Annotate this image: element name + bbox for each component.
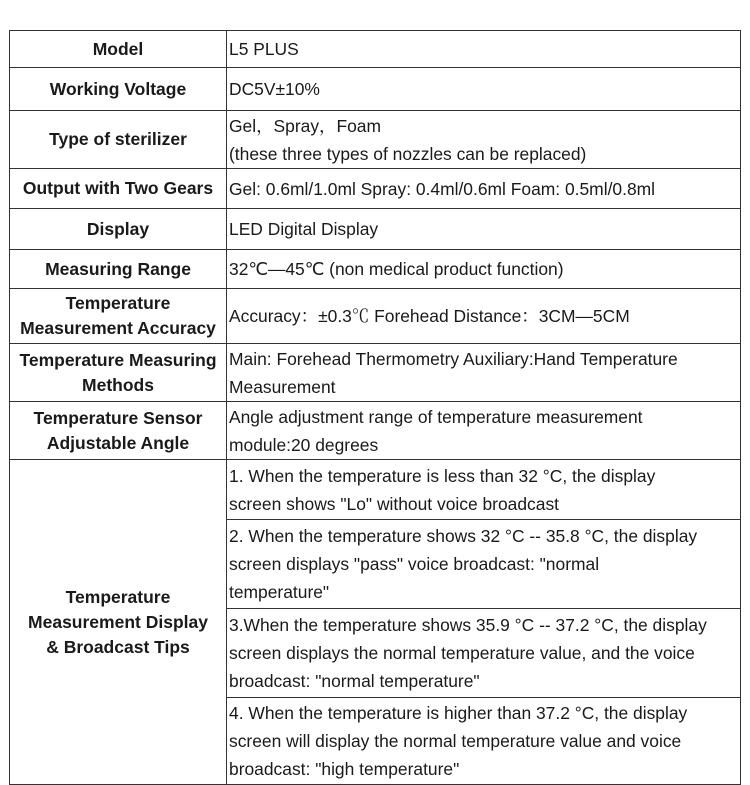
table-row bbox=[10, 250, 741, 289]
row-value: 32℃—45℃ (non medical product function) bbox=[227, 250, 741, 289]
tip-item: 4. When the temperature is higher than 37.2 °C, the display screen will display the normal temperature value and voice broadcast: "high temperature" bbox=[227, 698, 741, 785]
tip-item: 1. When the temperature is less than 32 °C, the display screen shows "Lo" without voice broadcast bbox=[227, 460, 741, 520]
spec-table bbox=[9, 30, 741, 785]
row-label: Temperature Measuring Methods bbox=[10, 344, 227, 402]
tip-item: 3.When the temperature shows 35.9 °C -- 37.2 °C, the display screen displays the normal temperature value, and the voice broadcast: "normal temperature" bbox=[227, 609, 741, 698]
row-label: Display bbox=[10, 209, 227, 250]
row-value: Gel，Spray，Foam (these three types of nozzles can be replaced) bbox=[227, 111, 741, 169]
row-value: Angle adjustment range of temperature measurement module:20 degrees bbox=[227, 402, 741, 460]
table-row bbox=[10, 68, 741, 111]
row-label: Temperature Measurement Accuracy bbox=[10, 289, 227, 344]
table-row bbox=[10, 344, 741, 402]
row-value: Gel: 0.6ml/1.0ml Spray: 0.4ml/0.6ml Foam: 0.5ml/0.8ml bbox=[227, 169, 741, 209]
table-row bbox=[10, 460, 741, 520]
tips-label: Temperature Measurement Display & Broadcast Tips bbox=[10, 460, 227, 785]
row-label: Output with Two Gears bbox=[10, 169, 227, 209]
tip-item: 2. When the temperature shows 32 °C -- 35.8 °C, the display screen displays "pass" voice broadcast: "normal temperature" bbox=[227, 520, 741, 609]
row-value: Main: Forehead Thermometry Auxiliary:Hand Temperature Measurement bbox=[227, 344, 741, 402]
row-value: Accuracy：±0.3℃ Forehead Distance：3CM—5CM bbox=[227, 289, 741, 344]
table-row bbox=[10, 289, 741, 344]
row-label: Model bbox=[10, 31, 227, 68]
row-value: LED Digital Display bbox=[227, 209, 741, 250]
table-row bbox=[10, 111, 741, 169]
table-row bbox=[10, 209, 741, 250]
table-row bbox=[10, 402, 741, 460]
row-label: Temperature Sensor Adjustable Angle bbox=[10, 402, 227, 460]
table-row bbox=[10, 31, 741, 68]
row-value: DC5V±10% bbox=[227, 68, 741, 111]
row-label: Measuring Range bbox=[10, 250, 227, 289]
row-value: L5 PLUS bbox=[227, 31, 741, 68]
row-label: Type of sterilizer bbox=[10, 111, 227, 169]
table-row bbox=[10, 169, 741, 209]
row-label: Working Voltage bbox=[10, 68, 227, 111]
